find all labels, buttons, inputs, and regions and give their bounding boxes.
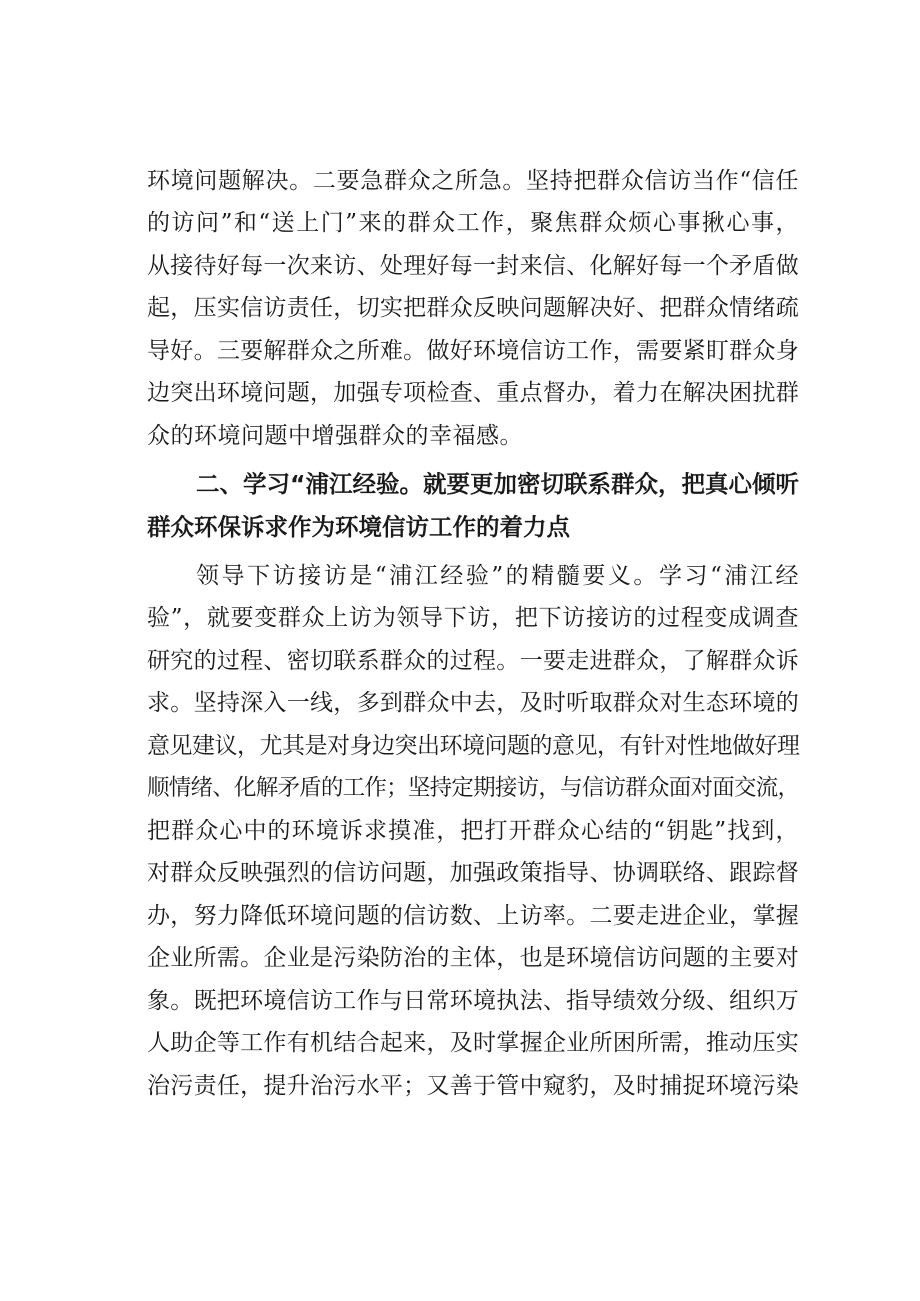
heading-line: 群众环保诉求作为环境信访工作的着力点 bbox=[147, 513, 570, 541]
paragraph-line: 人助企等工作有机结合起来，及时掌握企业所困所需，推动压实 bbox=[147, 1030, 799, 1056]
paragraph-line: 研究的过程、密切联系群众的过程。一要走进群众，了解群众诉 bbox=[147, 648, 799, 674]
paragraph-line: 顺情绪、化解矛盾的工作；坚持定期接访，与信访群众面对面交流， bbox=[147, 775, 799, 801]
paragraph-line: 象。既把环境信访工作与日常环境执法、指导绩效分级、组织万 bbox=[147, 988, 799, 1014]
paragraph-line: 边突出环境问题，加强专项检查、重点督办，着力在解决困扰群 bbox=[147, 380, 799, 406]
paragraph-line: 验”，就要变群众上访为领导下访，把下访接访的过程变成调查 bbox=[147, 605, 799, 631]
paragraph-line: 导好。三要解群众之所难。做好环境信访工作，需要紧盯群众身 bbox=[147, 338, 799, 364]
paragraph-line: 环境问题解决。二要急群众之所急。坚持把群众信访当作“信任 bbox=[147, 168, 799, 194]
paragraph-line: 治污责任，提升治污水平；又善于管中窥豹，及时捕捉环境污染 bbox=[147, 1073, 799, 1099]
paragraph-line: 从接待好每一次来访、处理好每一封来信、化解好每一个矛盾做 bbox=[147, 253, 799, 279]
paragraph-line: 把群众心中的环境诉求摸准，把打开群众心结的“钥匙”找到， bbox=[147, 818, 799, 844]
paragraph-line: 办，努力降低环境问题的信访数、上访率。二要走进企业，掌握 bbox=[147, 903, 799, 929]
heading-line: 二、学习“浦江经验。就要更加密切联系群众，把真心倾听 bbox=[196, 470, 799, 498]
paragraph-line: 领导下访接访是“浦江经验”的精髓要义。学习“浦江经 bbox=[196, 563, 799, 589]
paragraph-line: 众的环境问题中增强群众的幸福感。 bbox=[147, 423, 523, 449]
paragraph-line: 企业所需。企业是污染防治的主体，也是环境信访问题的主要对 bbox=[147, 945, 799, 971]
paragraph-line: 对群众反映强烈的信访问题，加强政策指导、协调联络、跟踪督 bbox=[147, 860, 799, 886]
paragraph-line: 意见建议，尤其是对身边突出环境问题的意见，有针对性地做好理 bbox=[147, 733, 800, 759]
paragraph-line: 求。坚持深入一线，多到群众中去，及时听取群众对生态环境的 bbox=[147, 690, 799, 716]
paragraph-line: 起，压实信访责任，切实把群众反映问题解决好、把群众情绪疏 bbox=[147, 295, 799, 321]
paragraph-line: 的访问”和“送上门”来的群众工作，聚焦群众烦心事揪心事， bbox=[147, 210, 799, 236]
